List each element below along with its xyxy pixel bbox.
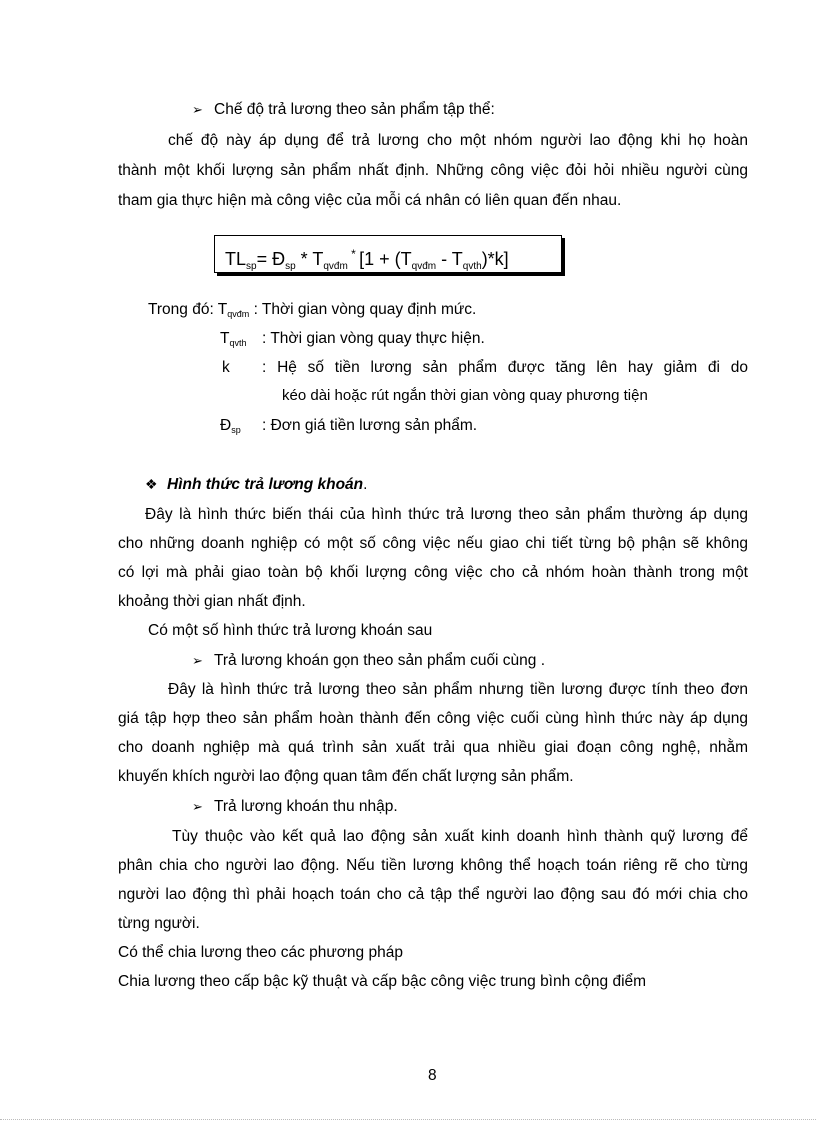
definition-tqvth-text: : Thời gian vòng quay thực hiện. (262, 330, 485, 347)
definition-k-text-cont: kéo dài hoặc rút ngắn thời gian vòng quay phương tiện (282, 387, 648, 404)
paragraph-line: chế độ này áp dụng để trả lương cho một nhóm người lao động khi họ hoàn (168, 132, 748, 149)
heading-khoan-thu-nhap: ➢ Trả lương khoán thu nhập. (192, 798, 398, 815)
paragraph-line: khuyến khích người lao động quan tâm đến chất lượng sản phẩm. (118, 768, 574, 785)
paragraph-line: cho những doanh nghiệp có một số công việc nếu giao chi tiết từng bộ phận sẽ không (118, 535, 748, 552)
paragraph-line: Đây là hình thức biến thái của hình thức trả lương theo sản phẩm thường áp dụng (145, 506, 748, 523)
paragraph-line: Chia lương theo cấp bậc kỹ thuật và cấp bậc công việc trung bình cộng điểm (118, 973, 647, 990)
paragraph-line: giá tập hợp theo sản phẩm hoàn thành đến công việc cuối cùng hình thức này áp dụng (118, 710, 748, 727)
definition-tqvth-label: $T_{qvth}$ (220, 330, 247, 348)
arrow-bullet-icon: ➢ (192, 799, 203, 814)
arrow-bullet-icon: ➢ (192, 653, 203, 668)
definition-dsp-label: $Đ_{sp}$ (220, 417, 241, 435)
paragraph-line: Có thể chia lương theo các phương pháp (118, 944, 403, 961)
definition-k-label: k (222, 359, 230, 376)
definition-k-text: : Hệ số tiền lương sản phẩm được tăng lên hay giảm đi do (262, 359, 748, 376)
paragraph-line: có lợi mà phải giao toàn bộ khối lượng công việc cho cả nhóm hoàn thành trong một (118, 564, 748, 581)
paragraph-line: Đây là hình thức trả lương theo sản phẩm nhưng tiền lương được tính theo đơn (168, 681, 748, 698)
paragraph-line: Có một số hình thức trả lương khoán sau (148, 622, 433, 639)
heading-khoan-gon: ➢ Trả lương khoán gọn theo sản phẩm cuối cùng . (192, 652, 546, 669)
paragraph-line: cho doanh nghiệp mà quá trình sản xuất trải qua nhiều giai đoạn công nghệ, nhằm (118, 739, 748, 756)
paragraph-line: người lao động thì phải hoạch toán cho cả tập thể người lao động sau đó mới chia cho (118, 886, 748, 903)
paragraph-line: khoảng thời gian nhất định. (118, 593, 306, 610)
definition-tqvdm: Trong đó: $T_{qvđm}$ : Thời gian vòng quay định mức. (148, 301, 477, 319)
page-bottom-divider (0, 1119, 816, 1120)
paragraph-line: thành một khối lượng sản phẩm nhất định. Những công việc đỏi hỏi nhiều người cùng (118, 162, 748, 179)
page-number: 8 (428, 1067, 437, 1084)
formula-box: $TL_{sp}=$ $Đ_{sp} * T_{qvđm}$ * $[1 + (T_{qvđm} - T_{qvth})*k]$ (214, 235, 562, 273)
heading-che-do-tap-the: ➢ Chế độ trả lương theo sản phẩm tập thể: (192, 101, 495, 118)
paragraph-line: từng người. (118, 915, 200, 932)
diamond-bullet-icon: ❖ (145, 476, 158, 492)
paragraph-line: tham gia thực hiện mà công việc của mỗi cá nhân có liên quan đến nhau. (118, 192, 622, 209)
heading-hinh-thuc-khoan: ❖ Hình thức trả lương khoán. (145, 476, 368, 493)
paragraph-line: Tùy thuộc vào kết quả lao động sản xuất kinh doanh hình thành quỹ lương để (172, 828, 748, 845)
definition-dsp-text: : Đơn giá tiền lương sản phẩm. (262, 417, 478, 434)
arrow-bullet-icon: ➢ (192, 102, 203, 117)
paragraph-line: phân chia cho người lao động. Nếu tiền lương không thể hoạch toán riêng rẽ cho từng (118, 857, 748, 874)
